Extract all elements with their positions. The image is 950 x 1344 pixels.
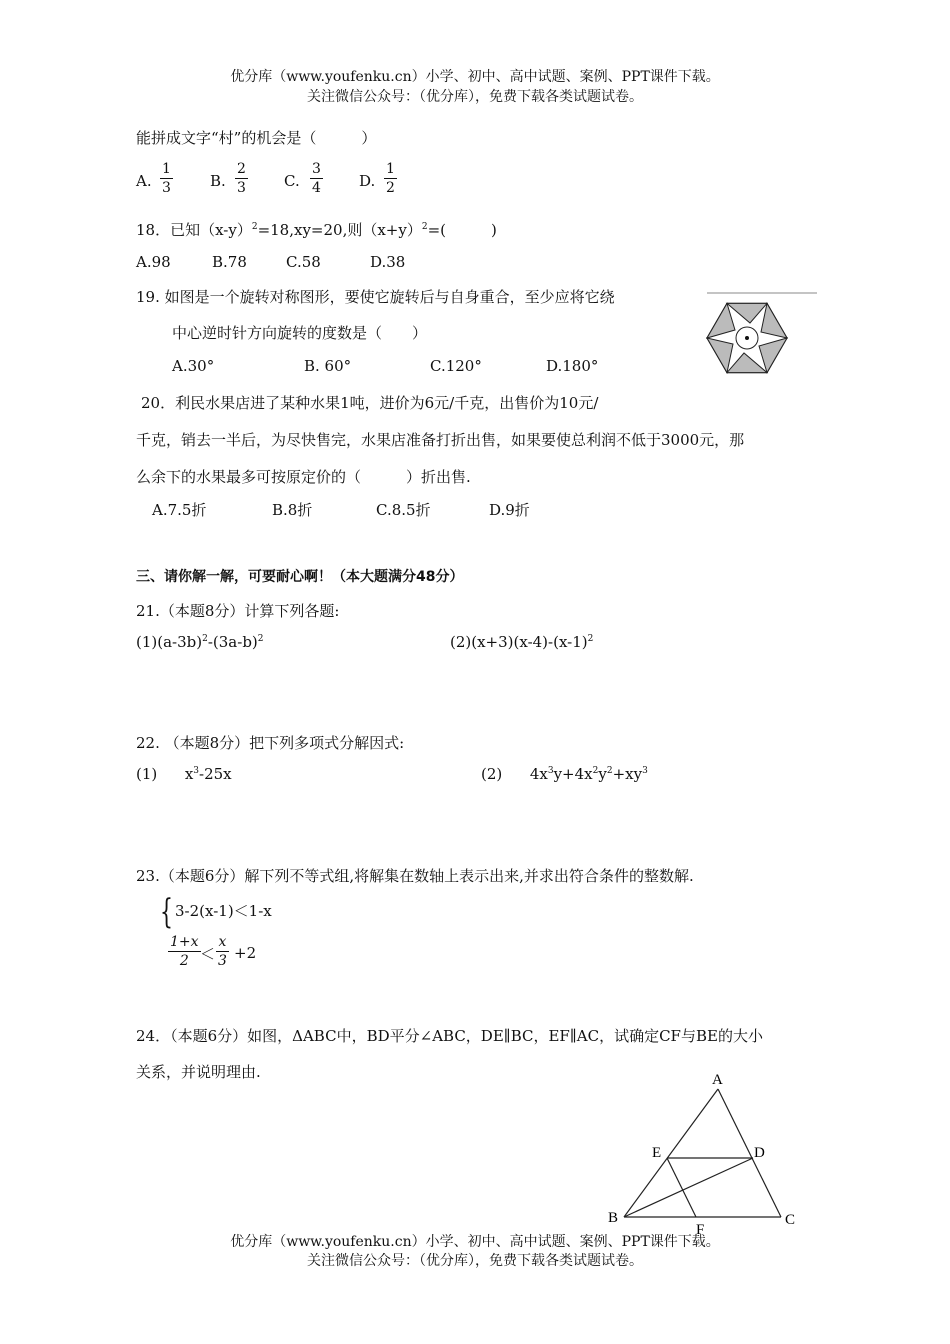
q23-inequality-1: 3-2(x-1)＜1-x: [175, 902, 272, 920]
q17-option-a-num: 1: [162, 161, 171, 177]
footer-line-1: 优分库（www.youfenku.cn）小学、初中、高中试题、案例、PPT课件下载。: [230, 1234, 720, 1250]
q23-fraction-1-num: 1+x: [170, 934, 199, 950]
q19-line-2: 中心逆时针方向旋转的度数是（ ）: [172, 324, 428, 342]
q17-option-d-den: 2: [386, 180, 395, 196]
q18-option-d: D.38: [370, 253, 406, 271]
q19-option-a: A.30°: [172, 357, 215, 375]
q21-stem: 21.（本题8分）计算下列各题:: [136, 602, 340, 620]
label-d: D: [754, 1145, 765, 1161]
q22-part-2-label: (2): [481, 765, 503, 783]
segment-ac: [718, 1089, 781, 1217]
q20-line-2: 千克，销去一半后，为尽快售完，水果店准备打折出售，如果要使总利润不低于3000元，那: [136, 431, 745, 449]
q23-fraction-2-den: 3: [218, 953, 227, 969]
q17-option-b-den: 3: [237, 180, 246, 196]
q17-option-d-num: 1: [386, 161, 395, 177]
figure-blade-3: [727, 353, 767, 373]
q24-line-2: 关系，并说明理由.: [136, 1063, 261, 1081]
q22-stem: 22. （本题8分）把下列多项式分解因式:: [136, 734, 405, 752]
q23-brace: {: [160, 892, 173, 932]
q23-fraction-1: [168, 933, 201, 970]
q22-part-1-a: x: [184, 765, 194, 783]
q22-part-2: [481, 765, 648, 783]
q19-line-1: 19. 如图是一个旋转对称图形，要使它旋转后与自身重合，至少应将它绕: [136, 288, 615, 306]
q19-option-c: C.120°: [430, 357, 482, 375]
q22-part-2-b: y+4x: [553, 765, 593, 783]
q21-part-2-a: (2)(x+3)(x-4)-(x-1): [450, 633, 588, 651]
figure-blade-6: [727, 303, 767, 323]
section-3-title: 三、请你解一解，可要耐心啊！（本大题满分48分）: [136, 569, 464, 585]
segment-bd: [624, 1158, 753, 1217]
figure-blade-5: [707, 303, 735, 338]
q22-part-1-sup: 3: [193, 766, 200, 776]
q20-option-c: C.8.5折: [376, 501, 431, 519]
q18-option-b: B.78: [212, 253, 247, 271]
figure-blade-1: [761, 303, 787, 338]
label-e: E: [652, 1145, 662, 1161]
q23-tail: +2: [234, 944, 257, 962]
q17-option-b-fraction: [235, 160, 248, 197]
label-b: B: [608, 1210, 619, 1226]
q18-option-a: A.98: [136, 253, 171, 271]
footer-line-2: 关注微信公众号：（优分库），免费下载各类试题试卷。: [307, 1253, 643, 1269]
q17-option-c-den: 4: [312, 180, 321, 196]
figure-blade-4: [707, 338, 733, 373]
q17-option-d-fraction: [384, 160, 397, 197]
figure-hexagon-group: [707, 303, 787, 372]
q21-part-1-a: (1)(a-3b): [136, 633, 203, 651]
q17-option-a-den: 3: [162, 180, 171, 196]
triangle-abc-figure: [600, 1068, 810, 1238]
q20-line-3: 么余下的水果最多可按原定价的（ ）折出售.: [136, 468, 471, 486]
q23-fraction-1-den: 2: [179, 953, 189, 969]
q22-part-1-b: -25x: [199, 765, 232, 783]
q23-less-than: ＜: [200, 945, 216, 963]
q17-stem: 能拼成文字“村”的机会是（ ）: [136, 129, 377, 147]
q18-option-c: C.58: [286, 253, 321, 271]
q24-line-1: 24．（本题6分）如图，ΔABC中，BD平分∠ABC，DE∥BC，EF∥AC，试确定CF与BE的大小: [136, 1027, 763, 1045]
q23-fraction-2-num: x: [216, 933, 229, 952]
q22-part-1: [136, 765, 232, 783]
q17-option-b-num: 2: [237, 161, 246, 177]
q20-option-d: D.9折: [489, 501, 530, 519]
q22-part-2-sup-3: 2: [606, 766, 613, 776]
q21-part-2-sup: 2: [587, 634, 594, 644]
q22-part-2-a: 4x: [529, 765, 548, 783]
q17-option-a-fraction: [160, 160, 173, 197]
header-line-1: 优分库（www.youfenku.cn）小学、初中、高中试题、案例、PPT课件下载。: [230, 69, 720, 85]
q17-option-c-fraction: [310, 160, 323, 197]
q18-sup-1: 2: [251, 222, 258, 232]
q19-option-b: B. 60°: [304, 357, 352, 375]
q17-option-c-num: 3: [312, 161, 321, 177]
q21-part-1-b: -(3a-b): [207, 633, 258, 651]
label-c: C: [785, 1212, 796, 1228]
q22-part-2-c: y: [598, 765, 607, 783]
q17-option-b-label: B.: [210, 172, 226, 190]
segment-ab: [624, 1089, 718, 1217]
q19-option-d: D.180°: [546, 357, 599, 375]
header-line-2: 关注微信公众号：（优分库），免费下载各类试题试卷。: [307, 89, 643, 105]
q21-part-1: [136, 633, 264, 651]
q21-part-2: [450, 633, 593, 651]
q21-part-1-sup-2: 2: [257, 634, 264, 644]
q20-option-b: B.8折: [272, 501, 313, 519]
label-a: A: [712, 1072, 723, 1088]
q22-part-2-d: +xy: [612, 765, 643, 783]
q20-line-1: 20．利民水果店进了某种水果1吨，进价为6元/千克，出售价为10元/: [141, 394, 599, 412]
q20-option-a: A.7.5折: [152, 501, 207, 519]
q23-stem: 23.（本题6分）解下列不等式组,将解集在数轴上表示出来,并求出符合条件的整数解.: [136, 867, 694, 885]
q17-option-d-label: D.: [359, 172, 376, 190]
q23-fraction-2: [216, 933, 229, 970]
q22-part-1-label: (1): [136, 765, 158, 783]
q18-stem-part-c: =( ): [427, 221, 497, 239]
q17-option-c-label: C.: [284, 172, 300, 190]
rotational-symmetry-figure: [695, 288, 820, 383]
segment-ef: [667, 1158, 696, 1217]
q22-part-2-sup-1: 3: [547, 766, 554, 776]
label-f: F: [696, 1222, 705, 1238]
q17-option-a-label: A.: [136, 172, 152, 190]
q21-part-1-sup-1: 2: [202, 634, 208, 644]
q18-stem: [136, 219, 497, 240]
q18-sup-2: 2: [421, 222, 428, 232]
q22-part-2-sup-2: 2: [592, 766, 599, 776]
q18-stem-part-b: =18,xy=20,则（x+y）: [257, 221, 422, 239]
q18-stem-part-a: 18．已知（x-y）: [136, 221, 252, 239]
figure-blade-2: [759, 338, 787, 373]
figure-center-dot: [745, 336, 749, 340]
q22-part-2-sup-4: 3: [642, 766, 648, 776]
